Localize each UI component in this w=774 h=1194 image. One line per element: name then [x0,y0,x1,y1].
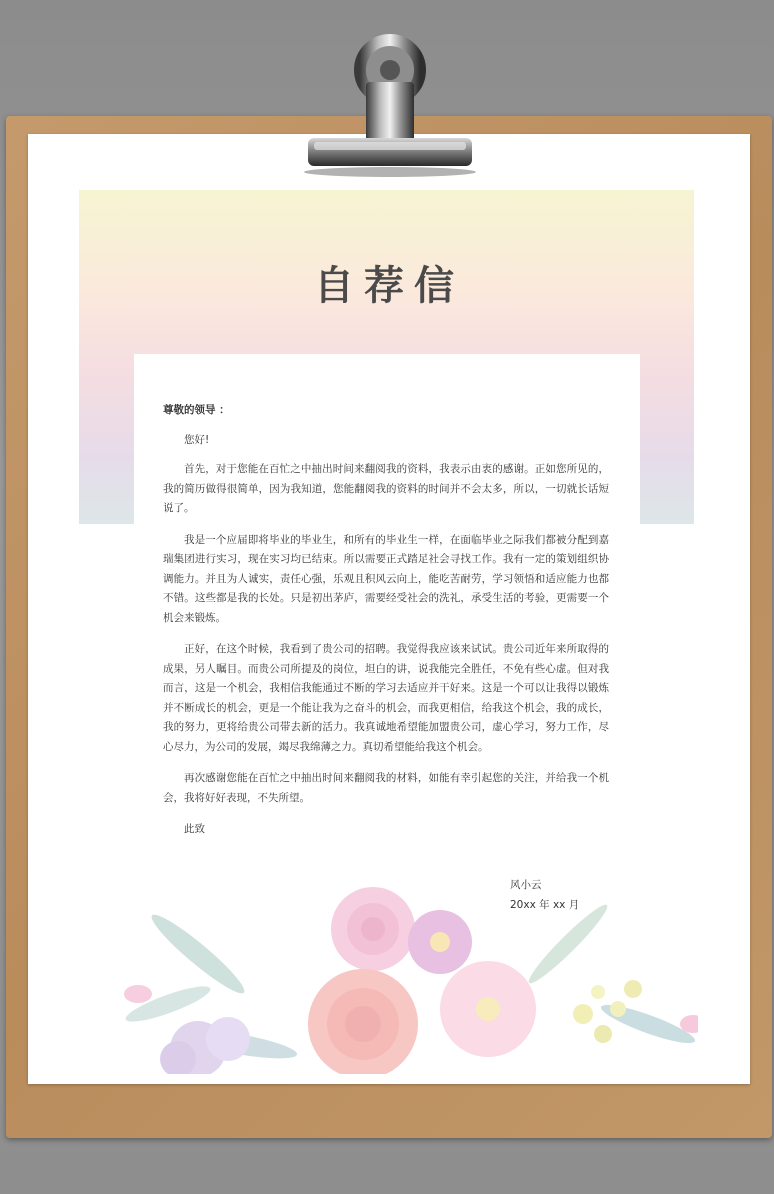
paragraph: 首先，对于您能在百忙之中抽出时间来翻阅我的资料，我表示由衷的感谢。正如您所见的，我的简历做得很简单，因为我知道，您能翻阅我的资料的时间并不会太多，所以，一切就长话短说了。 [163,463,609,514]
page-title: 自荐信 [314,263,464,309]
greeting: 您好! [184,433,210,446]
signature-date: 20xx 年 xx 月 [510,899,580,911]
floral-decoration-icon [88,874,698,1074]
letter-paper [28,134,750,1084]
paragraph: 我是一个应届即将毕业的毕业生，和所有的毕业生一样，在面临毕业之际我们都被分配到嘉瑞集团进行实习，现在实习均已结束。所以需要正式踏足社会寻找工作。我有一定的策划组织协调能力。并且为人诚实，责任心强，乐观且积风云向上，能吃苦耐劳，学习领悟和适应能力也都不错。这些都是我的长处。只是初出茅庐，需要经受社会的洗礼，承受生活的考验，更需要一个机会来锻炼。 [163,533,609,624]
paragraph: 正好，在这个时候，我看到了贵公司的招聘。我觉得我应该来试试。贵公司近年来所取得的成果，另人瞩目。而贵公司所提及的岗位，坦白的讲，说我能完全胜任，不免有些心虚。但对我而言，这是一个机会，我相信我能通过不断的学习去适应并干好来。这是一个可以让我得以锻炼并不断成长的机会，更是一个能让我为之奋斗的机会，而我更相信，给我这个机会，我的成长，我的努力，更将给贵公司带去新的活力。我真诚地希望能加盟贵公司，虚心学习，努力工作，尽心尽力，为公司的发展，竭尽我绵薄之力。真切希望能给我这个机会。 [163,643,609,753]
paragraph: 再次感谢您能在百忙之中抽出时间来翻阅我的材料，如能有幸引起您的关注，并给我一个机会，我将好好表现，不失所望。 [163,772,609,804]
closing: 此致 [184,823,205,835]
letter-body [163,401,609,840]
salutation: 尊敬的领导 ： [163,404,230,416]
binder-clip-icon [300,22,480,178]
signature [510,875,579,915]
signature-name: 风小云 [510,879,542,891]
